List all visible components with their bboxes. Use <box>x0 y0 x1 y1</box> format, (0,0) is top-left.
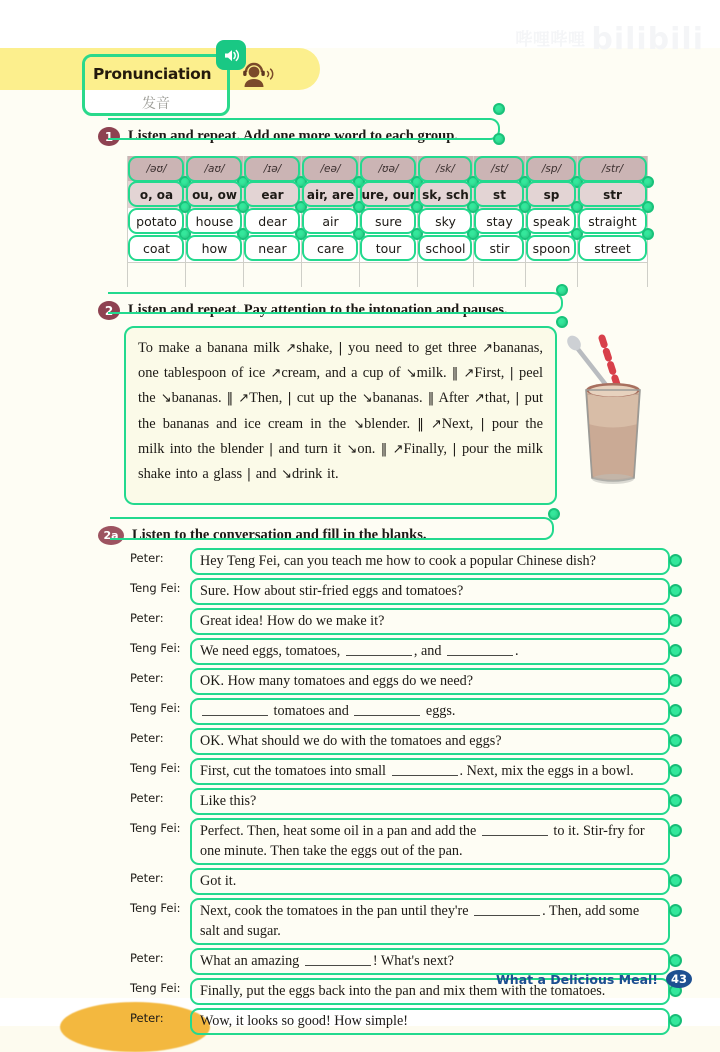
phonetics-cell-r2-c7: speak <box>525 208 577 235</box>
handle-dot[interactable] <box>669 824 682 837</box>
handle-dot[interactable] <box>493 133 505 145</box>
handle-dot[interactable] <box>411 228 423 240</box>
conversation-row <box>130 868 670 895</box>
handle-dot[interactable] <box>519 176 531 188</box>
task-1-line <box>98 127 458 146</box>
fill-in-blank[interactable] <box>305 953 371 966</box>
tone-mark: ↘ <box>281 467 292 483</box>
bilibili-watermark <box>515 22 704 57</box>
phonetics-cell-r2-c4: sure <box>359 208 417 235</box>
tone-mark: ‖ <box>226 391 234 407</box>
tone-mark: ↗ <box>473 391 485 407</box>
fill-in-blank[interactable] <box>474 903 540 916</box>
conversation-row <box>130 578 670 605</box>
conversation-row <box>130 818 670 865</box>
handle-dot[interactable] <box>669 1014 682 1027</box>
conversation-bubble[interactable]: What an amazing ! What's next? <box>190 948 670 975</box>
handle-dot[interactable] <box>179 176 191 188</box>
conversation-bubble[interactable]: Great idea! How do we make it? <box>190 608 670 635</box>
task-2a-badge: 2a <box>98 526 124 545</box>
task-2-line <box>98 301 508 320</box>
conversation-speaker-label: Teng Fei: <box>130 641 181 655</box>
tone-mark: ↗ <box>285 341 297 356</box>
conversation-row <box>130 608 670 635</box>
tone-mark: ↗ <box>482 341 494 356</box>
task-2-text: Listen and repeat. Pay attention to the intonation and pauses. <box>128 302 508 318</box>
phonetics-cell-r3-c4: tour <box>359 235 417 262</box>
tone-mark: ↘ <box>361 391 373 407</box>
conversation-row <box>130 668 670 695</box>
conversation-speaker-label: Peter: <box>130 791 164 805</box>
handle-dot[interactable] <box>295 176 307 188</box>
handle-dot[interactable] <box>237 228 249 240</box>
handle-dot[interactable] <box>467 228 479 240</box>
tone-mark: | <box>480 416 485 432</box>
phonetics-cell-r4-c2 <box>243 262 301 287</box>
intonation-passage-box <box>124 326 557 505</box>
handle-dot[interactable] <box>548 508 560 520</box>
handle-dot[interactable] <box>556 316 568 328</box>
fill-in-blank[interactable] <box>346 643 412 656</box>
handle-dot[interactable] <box>642 228 654 240</box>
phonetics-cell-r1-c6: st <box>473 181 525 208</box>
tone-mark: | <box>452 441 457 457</box>
handle-dot[interactable] <box>669 554 682 567</box>
conversation-speaker-label: Peter: <box>130 1011 164 1025</box>
handle-dot[interactable] <box>642 201 654 213</box>
conversation-row <box>130 728 670 755</box>
fill-in-blank[interactable] <box>354 703 420 716</box>
handle-dot[interactable] <box>237 176 249 188</box>
phonetics-cell-r1-c3: air, are <box>301 181 359 208</box>
page-number-badge: 43 <box>666 970 692 988</box>
milkshake-illustration <box>566 328 660 496</box>
tone-mark: ↗ <box>392 441 404 457</box>
tone-mark: ↘ <box>346 441 358 457</box>
handle-dot[interactable] <box>669 764 682 777</box>
phonetics-cell-r0-c6: /st/ <box>473 156 525 181</box>
conversation-bubble[interactable]: tomatoes and eggs. <box>190 698 670 725</box>
conversation-speaker-label: Peter: <box>130 731 164 745</box>
conversation-speaker-label: Teng Fei: <box>130 981 181 995</box>
handle-dot[interactable] <box>411 201 423 213</box>
handle-dot[interactable] <box>669 614 682 627</box>
handle-dot[interactable] <box>295 228 307 240</box>
handle-dot[interactable] <box>669 584 682 597</box>
phonetics-cell-r0-c5: /sk/ <box>417 156 473 181</box>
conversation-speaker-label: Peter: <box>130 551 164 565</box>
fill-in-blank[interactable] <box>202 703 268 716</box>
conversation-bubble[interactable]: First, cut the tomatoes into small . Next, mix the eggs in a bowl. <box>190 758 670 785</box>
handle-dot[interactable] <box>669 704 682 717</box>
conversation-bubble[interactable]: Sure. How about stir-fried eggs and tomatoes? <box>190 578 670 605</box>
conversation-speaker-label: Teng Fei: <box>130 701 181 715</box>
handle-dot[interactable] <box>571 228 583 240</box>
conversation-speaker-label: Peter: <box>130 951 164 965</box>
watermark-main-text: bilibili <box>591 22 704 57</box>
conversation-list <box>130 548 670 1038</box>
conversation-row <box>130 638 670 665</box>
speaker-icon[interactable] <box>216 40 246 70</box>
tone-mark: ↘ <box>405 366 417 382</box>
phonetics-cell-r4-c4 <box>359 262 417 287</box>
fill-in-blank[interactable] <box>482 823 548 836</box>
handle-dot[interactable] <box>179 228 191 240</box>
tone-mark: ↗ <box>238 391 250 407</box>
task-2-badge: 2 <box>98 301 120 320</box>
pronunciation-title-en: Pronunciation <box>85 57 227 90</box>
handle-dot[interactable] <box>467 201 479 213</box>
tone-mark: ‖ <box>451 366 459 382</box>
conversation-speaker-label: Teng Fei: <box>130 761 181 775</box>
phonetics-cell-r2-c1: house <box>185 208 243 235</box>
conversation-bubble[interactable]: Wow, it looks so good! How simple! <box>190 1008 670 1035</box>
handle-dot[interactable] <box>669 674 682 687</box>
phonetics-cell-r4-c3 <box>301 262 359 287</box>
conversation-row <box>130 1008 670 1035</box>
phonetics-cell-r0-c1: /aʊ/ <box>185 156 243 181</box>
handle-dot[interactable] <box>642 176 654 188</box>
phonetics-cell-r2-c2: dear <box>243 208 301 235</box>
conversation-bubble[interactable]: Got it. <box>190 868 670 895</box>
watermark-cn-text: 哔哩哔哩 <box>515 30 586 50</box>
phonetics-table <box>127 156 652 287</box>
tone-mark: | <box>268 441 274 457</box>
phonetics-cell-r1-c0: o, oa <box>127 181 185 208</box>
task-1-text: Listen and repeat. Add one more word to each group. <box>128 128 458 144</box>
handle-dot[interactable] <box>237 201 249 213</box>
phonetics-cell-r2-c6: stay <box>473 208 525 235</box>
handle-dot[interactable] <box>519 228 531 240</box>
phonetics-cell-r1-c5: sk, sch <box>417 181 473 208</box>
conversation-speaker-label: Teng Fei: <box>130 581 181 595</box>
phonetics-cell-r3-c3: care <box>301 235 359 262</box>
handle-dot[interactable] <box>179 201 191 213</box>
phonetics-cell-r3-c7: spoon <box>525 235 577 262</box>
tone-mark: | <box>338 341 343 356</box>
footer-unit-title: What a Delicious Meal! <box>496 971 658 987</box>
phonetics-cell-r2-c0: potato <box>127 208 185 235</box>
fill-in-blank[interactable] <box>392 763 458 776</box>
conversation-speaker-label: Peter: <box>130 871 164 885</box>
handle-dot[interactable] <box>669 954 682 967</box>
phonetics-cell-r4-c5 <box>417 262 473 287</box>
conversation-row <box>130 758 670 785</box>
phonetics-cell-r3-c0: coat <box>127 235 185 262</box>
handle-dot[interactable] <box>519 201 531 213</box>
conversation-bubble[interactable]: Next, cook the tomatoes in the pan until they're . Then, add some salt and sugar. <box>190 898 670 945</box>
handle-dot[interactable] <box>669 874 682 887</box>
task-1-badge: 1 <box>98 127 120 146</box>
tone-mark: ‖ <box>427 391 435 407</box>
phonetics-cell-r4-c0 <box>127 262 185 287</box>
conversation-bubble[interactable]: Hey Teng Fei, can you teach me how to cook a popular Chinese dish? <box>190 548 670 575</box>
conversation-row <box>130 898 670 945</box>
intonation-passage-text: To make a banana milk ↗shake, | you need to get three ↗bananas, one tablespoon of ice ↗cream, and a cup of ↘milk. ‖ ↗First, | peel the ↘bananas. ‖ ↗Then, | cut up the ↘bananas. ‖ After ↗that, | put the bananas and ice cream in the ↘blender. ‖ ↗Next, | pour the milk into the blender | and turn it ↘on. ‖ ↗Finally, | pour the milk shake into a glass | and ↘drink it. <box>138 340 544 483</box>
phonetics-cell-r4-c7 <box>525 262 577 287</box>
footer <box>496 970 692 988</box>
tone-mark: ↗ <box>430 416 442 432</box>
phonetics-cell-r3-c8: street <box>577 235 648 262</box>
tone-mark: ↘ <box>160 391 172 407</box>
phonetics-cell-r3-c2: near <box>243 235 301 262</box>
handle-dot[interactable] <box>669 734 682 747</box>
phonetics-cell-r2-c3: air <box>301 208 359 235</box>
tone-mark: | <box>515 391 520 407</box>
phonetics-cell-r1-c8: str <box>577 181 648 208</box>
phonetics-cell-r0-c7: /sp/ <box>525 156 577 181</box>
conversation-row <box>130 788 670 815</box>
phonetics-cell-r1-c1: ou, ow <box>185 181 243 208</box>
handle-dot[interactable] <box>493 103 505 115</box>
handle-dot[interactable] <box>353 228 365 240</box>
phonetics-cell-r4-c1 <box>185 262 243 287</box>
conversation-bubble[interactable]: Finally, put the eggs back into the pan and mix them with the tomatoes. <box>190 978 670 1005</box>
tone-mark: | <box>287 391 292 407</box>
phonetics-cell-r4-c6 <box>473 262 525 287</box>
phonetics-cell-r0-c8: /str/ <box>577 156 648 181</box>
conversation-speaker-label: Peter: <box>130 611 164 625</box>
tone-mark: ‖ <box>417 416 424 432</box>
phonetics-cell-r3-c5: school <box>417 235 473 262</box>
handle-dot[interactable] <box>467 176 479 188</box>
conversation-speaker-label: Teng Fei: <box>130 901 181 915</box>
handle-dot[interactable] <box>669 794 682 807</box>
conversation-bubble[interactable]: OK. What should we do with the tomatoes and eggs? <box>190 728 670 755</box>
conversation-bubble[interactable]: We need eggs, tomatoes, , and . <box>190 638 670 665</box>
handle-dot[interactable] <box>571 176 583 188</box>
phonetics-cell-r3-c1: how <box>185 235 243 262</box>
phonetics-cell-r4-c8 <box>577 262 648 287</box>
handle-dot[interactable] <box>669 644 682 657</box>
phonetics-cell-r1-c7: sp <box>525 181 577 208</box>
conversation-bubble[interactable]: OK. How many tomatoes and eggs do we need? <box>190 668 670 695</box>
handle-dot[interactable] <box>411 176 423 188</box>
tone-mark: ↘ <box>353 416 365 432</box>
phonetics-cell-r3-c6: stir <box>473 235 525 262</box>
handle-dot[interactable] <box>669 904 682 917</box>
conversation-bubble[interactable]: Perfect. Then, heat some oil in a pan and add the to it. Stir-fry for one minute. Then take the eggs out of the pan. <box>190 818 670 865</box>
handle-dot[interactable] <box>556 284 568 296</box>
task-2a-line <box>98 526 426 545</box>
conversation-row <box>130 698 670 725</box>
phonetics-cell-r2-c8: straight <box>577 208 648 235</box>
tone-mark: ↗ <box>270 366 282 382</box>
tone-mark: | <box>246 467 252 483</box>
phonetics-cell-r0-c2: /ɪə/ <box>243 156 301 181</box>
phonetics-cell-r0-c3: /eə/ <box>301 156 359 181</box>
phonetics-cell-r1-c4: ure, our <box>359 181 417 208</box>
handle-dot[interactable] <box>295 201 307 213</box>
handle-dot[interactable] <box>571 201 583 213</box>
handle-dot[interactable] <box>353 176 365 188</box>
conversation-row <box>130 548 670 575</box>
conversation-speaker-label: Teng Fei: <box>130 821 181 835</box>
conversation-bubble[interactable]: Like this? <box>190 788 670 815</box>
fill-in-blank[interactable] <box>447 643 513 656</box>
phonetics-cell-r1-c2: ear <box>243 181 301 208</box>
tone-mark: ↗ <box>463 366 475 382</box>
tone-mark: | <box>509 366 514 382</box>
pronunciation-title-zh: 发音 <box>142 96 170 112</box>
conversation-speaker-label: Peter: <box>130 671 164 685</box>
task-2a-text: Listen to the conversation and fill in the blanks. <box>132 527 427 543</box>
pronunciation-card <box>82 54 230 116</box>
tone-mark: ‖ <box>380 441 388 457</box>
handle-dot[interactable] <box>353 201 365 213</box>
phonetics-cell-r2-c5: sky <box>417 208 473 235</box>
phonetics-cell-r0-c4: /ʊə/ <box>359 156 417 181</box>
phonetics-cell-r0-c0: /əʊ/ <box>127 156 185 181</box>
